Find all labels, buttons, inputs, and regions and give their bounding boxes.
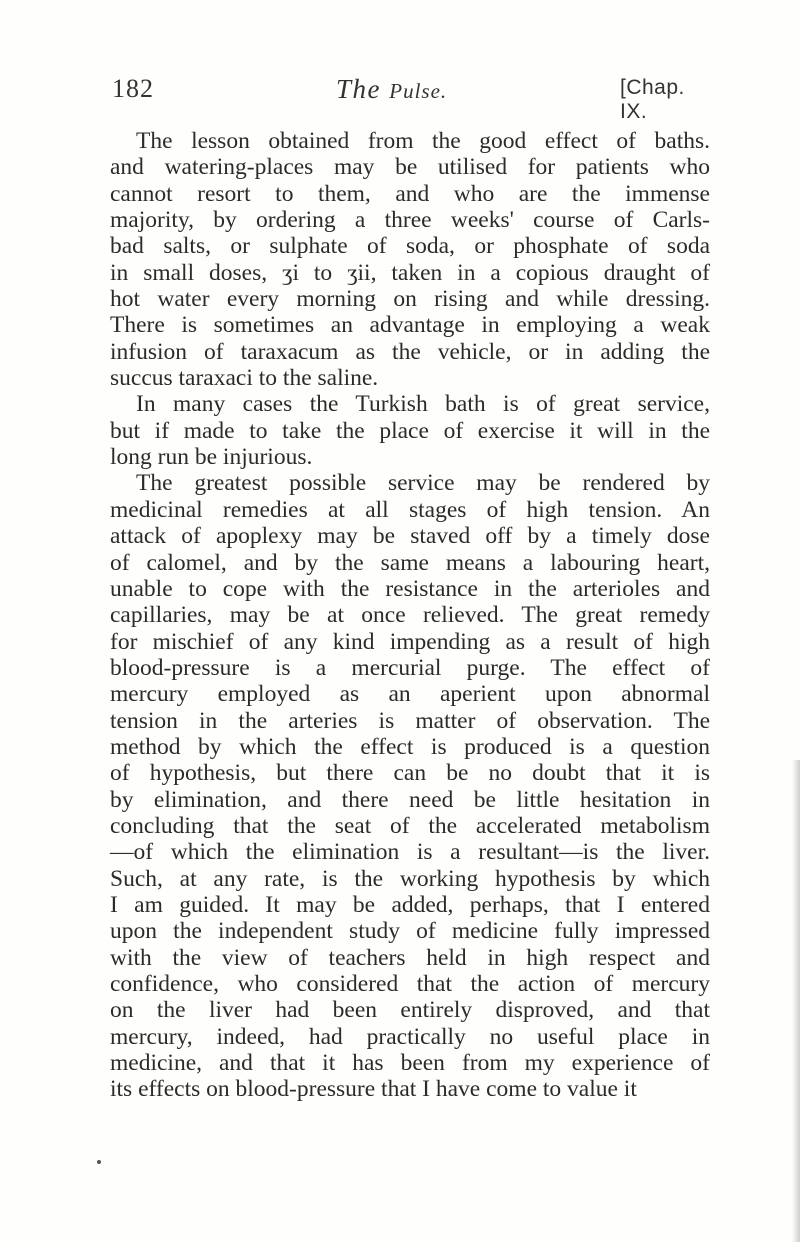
text-line: blood-pressure is a mercurial purge. The effect of [110, 654, 710, 681]
text-line: long run be injurious. [110, 444, 313, 471]
text-line: There is sometimes an advantage in employing a weak [110, 312, 710, 339]
text-line: —of which the elimination is a resultant—is the liver. [110, 839, 710, 866]
text-line: of calomel, and by the same means a labouring heart, [110, 549, 710, 576]
text-line: cannot resort to them, and who are the immense [110, 180, 710, 207]
text-line: tension in the arteries is matter of observation. The [110, 707, 710, 734]
text-line: succus taraxaci to the saline. [110, 365, 379, 392]
text-line: its effects on blood-pressure that I have come to value it [110, 1076, 637, 1103]
running-title [336, 74, 447, 105]
text-line: with the view of teachers held in high respect and [110, 944, 710, 971]
text-line: of hypothesis, but there can be no doubt that it is [110, 760, 710, 787]
text-line: and watering-places may be utilised for patients who [110, 154, 710, 181]
text-line: unable to cope with the resistance in the arterioles and [110, 575, 710, 602]
text-line: Such, at any rate, is the working hypothesis by which [110, 865, 710, 892]
text-line: mercury employed as an aperient upon abnormal [110, 681, 710, 708]
text-line: upon the independent study of medicine fully impressed [110, 918, 710, 945]
page-number: 182 [112, 74, 154, 103]
text-line: confidence, who considered that the action of mercury [110, 971, 710, 997]
text-line: capillaries, may be at once relieved. The great remedy [110, 602, 710, 629]
chapter-reference: [Chap. IX. [620, 76, 685, 123]
text-line: attack of apoplexy may be staved off by a timely dose [110, 523, 710, 550]
running-title-first: The [336, 74, 381, 104]
text-line: infusion of taraxacum as the vehicle, or in adding the [110, 338, 710, 365]
text-line: by elimination, and there need be little hesitation in [110, 786, 710, 813]
text-line: method by which the effect is produced is a question [110, 733, 710, 760]
text-line: mercury, indeed, had practically no useful place in [110, 1023, 710, 1050]
text-line: The greatest possible service may be rendered by [136, 470, 710, 497]
text-line: bad salts, or sulphate of soda, or phosphate of soda [110, 233, 710, 260]
body-text [110, 128, 710, 1103]
text-line: hot water every morning on rising and while dressing. [110, 286, 710, 313]
text-line: on the liver had been entirely disproved, and that [110, 997, 710, 1024]
text-line: majority, by ordering a three weeks' course of Carls- [110, 207, 710, 234]
ink-speck [97, 1160, 101, 1164]
text-line: I am guided. It may be added, perhaps, that I entered [110, 891, 710, 918]
text-line: medicine, and that it has been from my experience of [110, 1050, 710, 1077]
text-line: The lesson obtained from the good effect of baths. [136, 128, 710, 154]
text-line: but if made to take the place of exercise it will in the [110, 417, 710, 444]
text-line: in small doses, ʒi to ʒii, taken in a copious draught of [110, 259, 710, 286]
text-line: concluding that the seat of the accelerated metabolism [110, 812, 710, 839]
running-title-second: Pulse. [389, 79, 448, 103]
text-line: medicinal remedies at all stages of high tension. An [110, 496, 710, 523]
text-line: In many cases the Turkish bath is of great service, [136, 391, 710, 418]
text-line: for mischief of any kind impending as a result of high [110, 628, 710, 655]
running-header [112, 74, 712, 123]
page-edge-shadow [792, 760, 800, 1242]
